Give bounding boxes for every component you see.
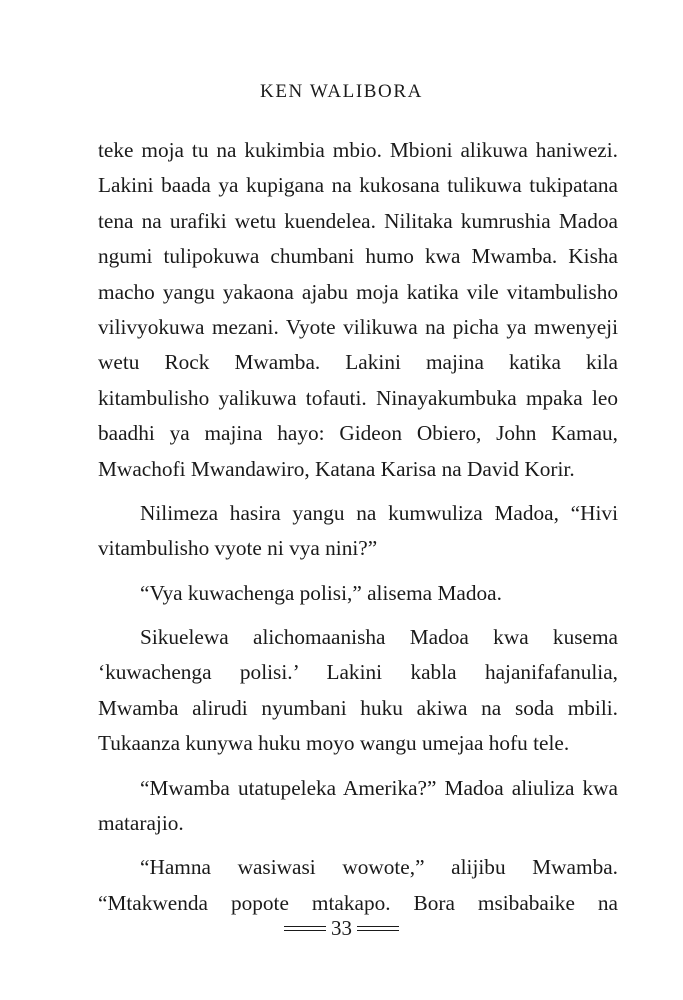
text-line: ngumi tulipokuwa chumbani humo kwa Mwamba. Kisha	[98, 244, 618, 269]
text-line: vitambulisho vyote ni vya nini?”	[98, 536, 378, 561]
page-footer	[0, 915, 683, 941]
page-number: 33	[331, 916, 352, 940]
decorative-rule-left	[284, 926, 326, 931]
text-line: baadhi ya majina hayo: Gideon Obiero, John Kamau,	[98, 421, 618, 446]
text-line: macho yangu yakaona ajabu moja katika vile vitambulisho	[98, 279, 618, 304]
paragraph-first-line: Sikuelewa alichomaanisha Madoa kwa kusema	[140, 625, 618, 650]
text-line: Mwachofi Mwandawiro, Katana Karisa na David Korir.	[98, 456, 575, 481]
text-line: vilivyokuwa mezani. Vyote vilikuwa na picha ya mwenyeji	[98, 314, 618, 339]
body-text	[98, 133, 618, 921]
decorative-rule-right	[357, 926, 399, 931]
text-line: ‘kuwachenga polisi.’ Lakini kabla hajanifafanulia,	[98, 660, 618, 685]
paragraph-first-line: “Vya kuwachenga polisi,” alisema Madoa.	[140, 580, 502, 605]
text-line: matarajio.	[98, 811, 184, 836]
text-line: wetu Rock Mwamba. Lakini majina katika kila	[98, 350, 618, 375]
text-line: teke moja tu na kukimbia mbio. Mbioni alikuwa haniwezi.	[98, 138, 618, 162]
paragraph-first-line: Nilimeza hasira yangu na kumwuliza Madoa, “Hivi	[140, 500, 618, 525]
text-line: kitambulisho yalikuwa tofauti. Ninayakumbuka mpaka leo	[98, 385, 618, 410]
text-line: Mwamba alirudi nyumbani huku akiwa na soda mbili.	[98, 695, 618, 720]
paragraph-first-line: “Hamna wasiwasi wowote,” alijibu Mwamba.	[140, 855, 618, 880]
text-line: “Mtakwenda popote mtakapo. Bora msibabaike na	[98, 890, 618, 915]
paragraph-first-line: “Mwamba utatupeleka Amerika?” Madoa aliuliza kwa	[140, 775, 618, 800]
text-line: tena na urafiki wetu kuendelea. Nilitaka kumrushia Madoa	[98, 208, 618, 233]
text-line: Lakini baada ya kupigana na kukosana tulikuwa tukipatana	[98, 173, 618, 198]
running-header: KEN WALIBORA	[260, 81, 423, 102]
text-line: Tukaanza kunywa huku moyo wangu umejaa hofu tele.	[98, 731, 570, 756]
